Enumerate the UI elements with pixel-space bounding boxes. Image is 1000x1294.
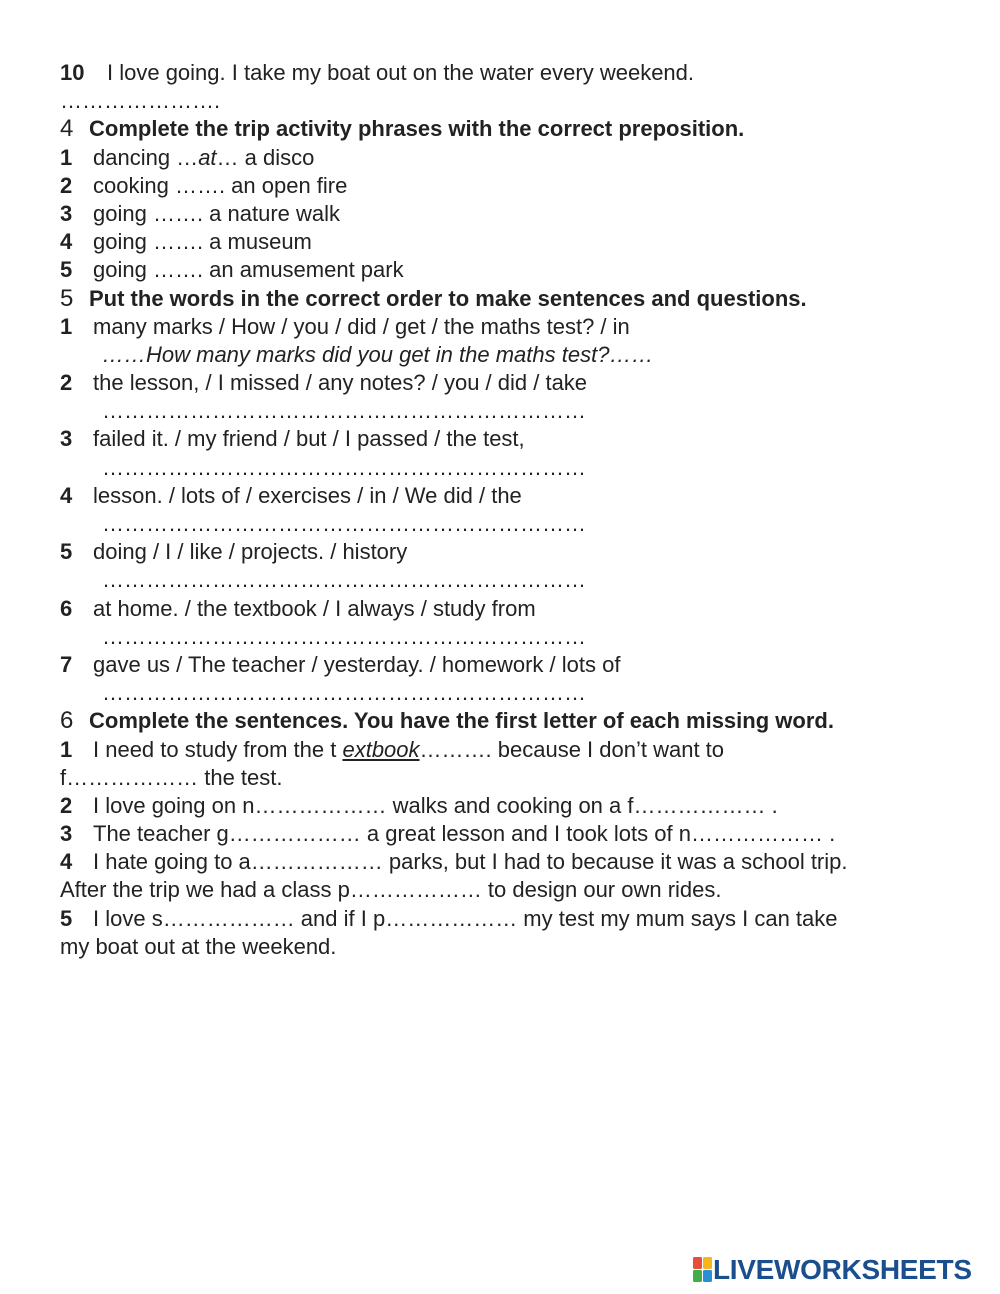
item-number: 3 bbox=[60, 426, 73, 452]
item-text: the lesson, / I missed / any notes? / you / did / take bbox=[93, 370, 588, 396]
item-number: 5 bbox=[60, 539, 73, 565]
logo-tile bbox=[703, 1270, 712, 1282]
answer-field[interactable]: at bbox=[198, 144, 217, 170]
ex5-item bbox=[60, 482, 960, 510]
section-number: 4 bbox=[60, 115, 74, 143]
ex4-item bbox=[60, 172, 960, 200]
item-text[interactable]: I love s……………… and if I p……………… my test my mum says I can take bbox=[93, 905, 838, 931]
ex6-item bbox=[60, 792, 960, 820]
item-number: 4 bbox=[60, 229, 73, 255]
ex5-item bbox=[60, 425, 960, 453]
ex5-item bbox=[60, 538, 960, 566]
answer-field[interactable]: ………………………………………………………… bbox=[102, 567, 586, 593]
ex5-item bbox=[60, 313, 960, 341]
ex4-item bbox=[60, 256, 960, 284]
answer-field[interactable]: ………………………………………………………… bbox=[102, 511, 586, 536]
answer-field[interactable]: ……How many marks did you get in the maths test?…… bbox=[102, 341, 654, 367]
logo-tile bbox=[703, 1257, 712, 1269]
instruction: Complete the trip activity phrases with the correct preposition. bbox=[89, 116, 745, 142]
answer-field[interactable]: cooking ……. bbox=[93, 172, 226, 198]
logo-tile bbox=[693, 1270, 702, 1282]
answer-field[interactable]: going ……. bbox=[93, 257, 204, 283]
item-number: 3 bbox=[60, 821, 73, 847]
item-text[interactable]: I hate going to a……………… parks, but I had to because it was a school trip. bbox=[93, 849, 848, 875]
item-number: 4 bbox=[60, 482, 73, 508]
item-text: many marks / How / you / did / get / the maths test? / in bbox=[93, 313, 630, 339]
ex6-item bbox=[60, 820, 960, 848]
item-text: ………. because I don’t want to bbox=[419, 736, 725, 762]
item-number: 4 bbox=[60, 849, 73, 875]
item-number: 1 bbox=[60, 144, 73, 170]
item-text: a museum bbox=[203, 229, 312, 255]
ex4-item bbox=[60, 200, 960, 228]
logo-text: LIVEWORKSHEETS bbox=[713, 1254, 972, 1285]
item-text: I love going. I take my boat out on the water every weekend. bbox=[107, 60, 695, 85]
live-mark-icon bbox=[693, 1257, 713, 1283]
item-number: 5 bbox=[60, 257, 73, 283]
answer-field[interactable]: going ……. bbox=[93, 229, 204, 255]
item-text[interactable]: The teacher g……………… a great lesson and I took lots of n……………… . bbox=[93, 821, 836, 847]
worksheet bbox=[60, 59, 960, 961]
section-number: 5 bbox=[60, 284, 74, 312]
answer-blank[interactable] bbox=[60, 87, 960, 115]
ex6-item bbox=[60, 905, 960, 933]
item-text: lesson. / lots of / exercises / in / We did / the bbox=[93, 482, 522, 508]
item-text: failed it. / my friend / but / I passed / the test, bbox=[93, 426, 525, 452]
item-number: 6 bbox=[60, 595, 73, 621]
answer-field[interactable]: going ……. bbox=[93, 200, 204, 226]
item-text-cont[interactable]: f……………… the test. bbox=[60, 764, 283, 790]
answer-field[interactable]: ………………………………………………………… bbox=[102, 398, 586, 424]
item-number: 7 bbox=[60, 651, 73, 677]
ex5-item bbox=[60, 369, 960, 397]
liveworksheets-logo bbox=[693, 1255, 972, 1285]
item-text-cont[interactable]: After the trip we had a class p……………… to design our own rides. bbox=[60, 877, 722, 903]
item-number: 1 bbox=[60, 313, 73, 339]
ex4-item bbox=[60, 228, 960, 256]
item-text[interactable]: I love going on n……………… walks and cooking on a f……………… . bbox=[93, 792, 778, 818]
instruction: Complete the sentences. You have the first letter of each missing word. bbox=[89, 708, 834, 734]
item-text: doing / I / like / projects. / history bbox=[93, 539, 408, 565]
answer-field[interactable]: …………………. bbox=[60, 88, 221, 114]
ex5-item bbox=[60, 651, 960, 679]
ex4-heading bbox=[60, 115, 960, 143]
item-text-cont: my boat out at the weekend. bbox=[60, 933, 337, 959]
item-number: 2 bbox=[60, 792, 73, 818]
ex5-item bbox=[60, 595, 960, 623]
item-text: I need to study from the t bbox=[93, 736, 343, 762]
item-text: an open fire bbox=[225, 172, 348, 198]
logo-tile bbox=[693, 1257, 702, 1269]
answer-field[interactable]: extbook bbox=[342, 736, 420, 762]
item-text: gave us / The teacher / yesterday. / homework / lots of bbox=[93, 651, 621, 677]
answer-field[interactable]: ………………………………………………………… bbox=[102, 623, 586, 649]
item-text: a nature walk bbox=[203, 200, 341, 226]
ex5-heading bbox=[60, 285, 960, 313]
instruction: Put the words in the correct order to make sentences and questions. bbox=[89, 285, 807, 311]
item-text: dancing … bbox=[93, 144, 199, 170]
ex6-item bbox=[60, 736, 960, 764]
item-text: an amusement park bbox=[203, 257, 404, 283]
section-number: 6 bbox=[60, 707, 74, 735]
item-text: … a disco bbox=[216, 144, 315, 170]
ex4-item bbox=[60, 144, 960, 172]
item-number: 5 bbox=[60, 905, 73, 931]
item-number: 2 bbox=[60, 172, 73, 198]
item-number: 10 bbox=[60, 60, 85, 85]
ex6-heading bbox=[60, 707, 960, 735]
ex3-item-10 bbox=[60, 59, 960, 87]
item-number: 3 bbox=[60, 200, 73, 226]
answer-field[interactable]: ………………………………………………………… bbox=[102, 454, 586, 480]
answer-field[interactable]: ………………………………………………………… bbox=[102, 680, 586, 706]
item-number: 1 bbox=[60, 736, 73, 762]
item-text: at home. / the textbook / I always / study from bbox=[93, 595, 536, 621]
item-number: 2 bbox=[60, 370, 73, 396]
ex6-item bbox=[60, 848, 960, 876]
